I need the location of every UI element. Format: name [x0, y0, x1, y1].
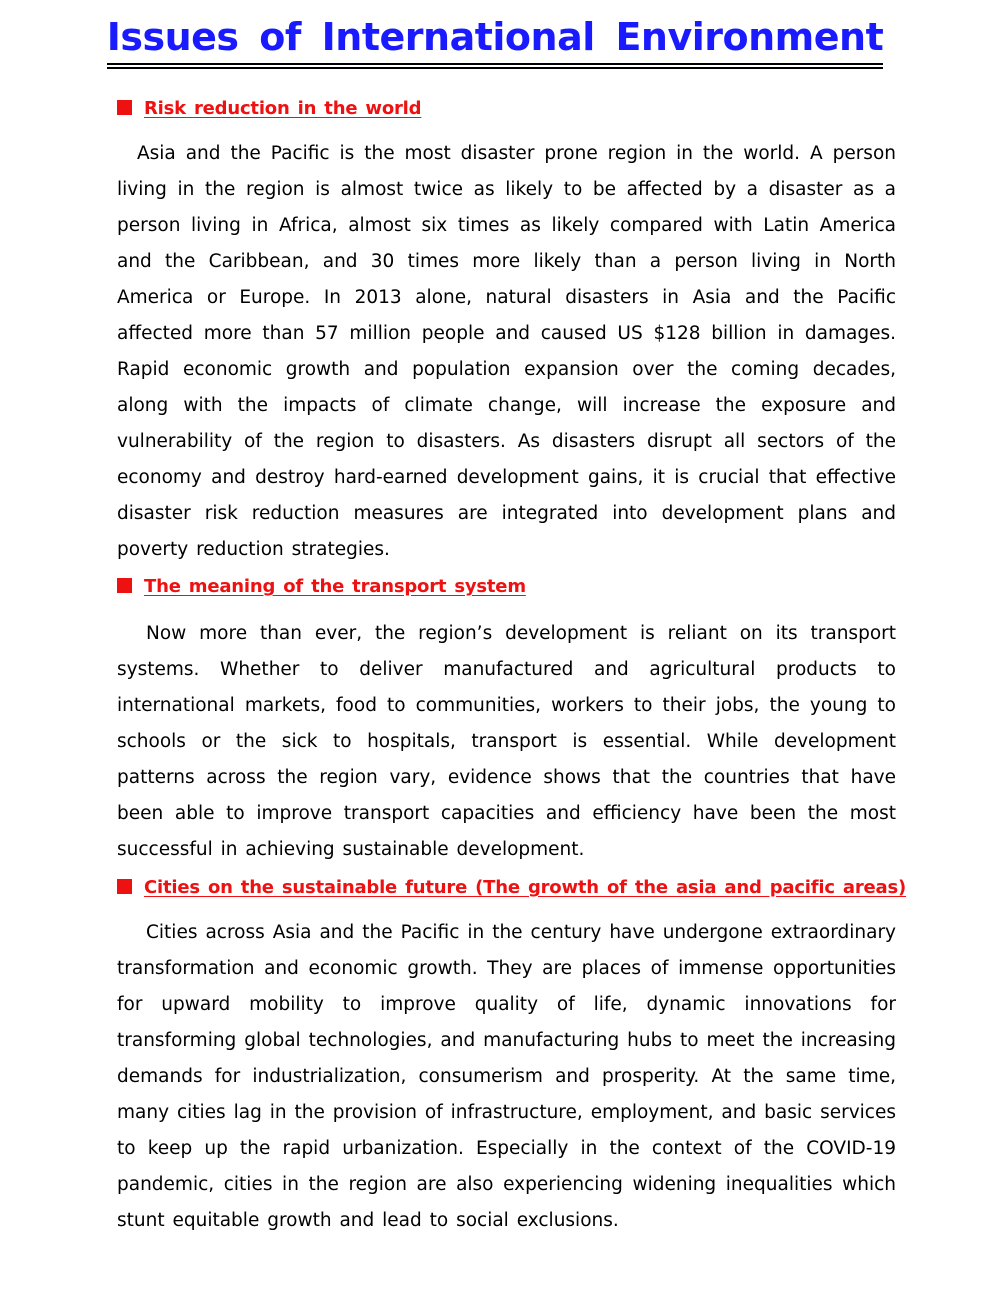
red-square-bullet-icon — [117, 578, 132, 593]
section-paragraph: Asia and the Pacific is the most disaster prone region in the world. A person living in the region is almost twice as likely to be affected by a disaster as a person living in Africa, almost six times as likely compared with Latin America and the Caribbean, and 30 times more likely than a person living in North America or Europe. In 2013 alone, natural disasters in Asia and the Pacific affected more than 57 million people and caused US $128 billion in damages. Rapid economic growth and population expansion over the coming decades, along with the impacts of climate change, will increase the exposure and vulnerability of the region to disasters. As disasters disrupt all sectors of the economy and destroy hard-earned development gains, it is crucial that effective disaster risk reduction measures are integrated into development plans and poverty reduction strategies. — [117, 143, 896, 560]
section-heading — [117, 875, 907, 901]
section-heading — [117, 574, 896, 600]
page-title-container — [0, 14, 990, 69]
section-risk-reduction — [117, 96, 896, 568]
section-heading-text: The meaning of the transport system — [144, 576, 526, 597]
section-heading — [117, 96, 896, 122]
red-square-bullet-icon — [117, 100, 132, 115]
section-transport-system — [117, 574, 896, 868]
red-square-bullet-icon — [117, 879, 132, 894]
section-paragraph: Now more than ever, the region’s development is reliant on its transport systems. Whether to deliver manufactured and agricultural products to international markets, food to communities, workers to their jobs, the young to schools or the sick to hospitals, transport is essential. While development patterns across the region vary, evidence shows that the countries that have been able to improve transport capacities and efficiency have been the most successful in achieving sustainable development. — [117, 623, 896, 860]
document-body — [117, 96, 907, 1239]
section-heading-text: Cities on the sustainable future (The growth of the asia and pacific areas) — [144, 877, 907, 898]
section-heading-text: Risk reduction in the world — [144, 98, 422, 119]
section-sustainable-cities — [117, 875, 907, 1239]
section-paragraph: Cities across Asia and the Pacific in the century have undergone extraordinary transformation and economic growth. They are places of immense opportunities for upward mobility to improve quality of life, dynamic innovations for transforming global technologies, and manufacturing hubs to meet the increasing demands for industrialization, consumerism and prosperity. At the same time, many cities lag in the provision of infrastructure, employment, and basic services to keep up the rapid urbanization. Especially in the context of the COVID-19 pandemic, cities in the region are also experiencing widening inequalities which stunt equitable growth and lead to social exclusions. — [117, 922, 896, 1231]
page-title: Issues of International Environment — [107, 14, 884, 69]
